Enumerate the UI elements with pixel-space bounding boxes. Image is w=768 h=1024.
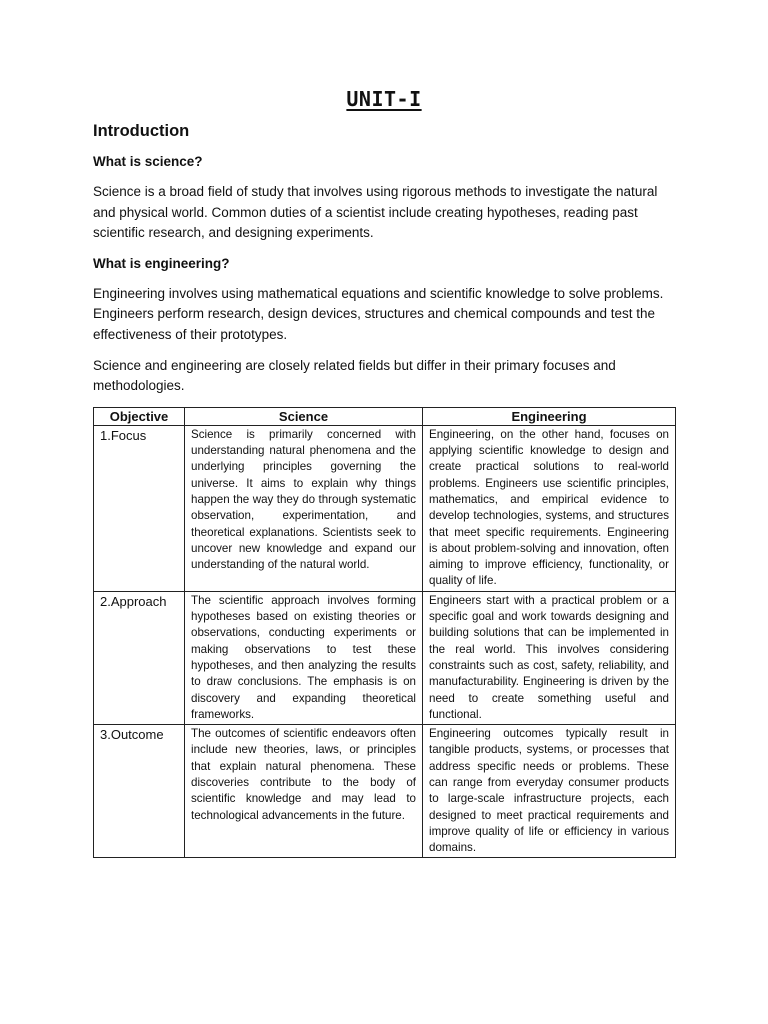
document-page bbox=[93, 86, 675, 858]
science-paragraph: Science is a broad field of study that involves using rigorous methods to investigate the natural and physical world. Common duties of a scientist include creating hypotheses, reading past scientific research, and designing experiments. bbox=[93, 184, 658, 241]
unit-title: UNIT-I bbox=[346, 87, 422, 111]
engineering-paragraph: Engineering involves using mathematical equations and scientific knowledge to solve problems. Engineers perform research, design devices, structures and chemical compounds and test the effectiveness of their prototypes. bbox=[93, 285, 664, 342]
engineering-cell: Engineering outcomes typically result in tangible products, systems, or processes that address specific needs or problems. These can range from everyday consumer products to large-scale infrastructure projects, each designed to meet practical requirements and improve quality of life or efficiency in various domains. bbox=[423, 725, 676, 858]
comparison-intro-paragraph: Science and engineering are closely related fields but differ in their primary focuses and methodologies. bbox=[93, 357, 616, 394]
header-science: Science bbox=[185, 407, 423, 425]
introduction-heading: Introduction bbox=[93, 122, 190, 140]
comparison-table bbox=[93, 407, 676, 859]
science-cell: Science is primarily concerned with understanding natural phenomena and the underlying principles governing the universe. It aims to explain why things happen the way they do through systematic observation, experimentation, and theoretical explanations. Scientists seek to uncover new knowledge and expand our understanding of the natural world. bbox=[185, 425, 423, 591]
engineering-cell: Engineering, on the other hand, focuses on applying scientific knowledge to design and create practical solutions to real-world problems. Engineers use scientific principles, mathematics, and empirical evidence to develop technologies, systems, and structures that meet specific requirements. Engineering is about problem-solving and innovation, often aiming to improve efficiency, functionality, or quality of life. bbox=[423, 425, 676, 591]
science-cell: The outcomes of scientific endeavors often include new theories, laws, or principles that explain natural phenomena. These discoveries contribute to the body of scientific knowledge and may lead to technological advancements in the future. bbox=[185, 725, 423, 858]
objective-cell: 3.Outcome bbox=[94, 725, 185, 858]
table-row bbox=[94, 425, 676, 591]
what-is-engineering-heading: What is engineering? bbox=[93, 255, 230, 271]
header-objective: Objective bbox=[94, 407, 185, 425]
science-cell: The scientific approach involves forming hypotheses based on existing theories or observations, conducting experiments or making observations to test these hypotheses, and then analyzing the results to draw conclusions. The emphasis is on discovery and expanding theoretical frameworks. bbox=[185, 591, 423, 724]
table-header-row bbox=[94, 407, 676, 425]
table-row bbox=[94, 725, 676, 858]
engineering-cell: Engineers start with a practical problem or a specific goal and work towards designing and building solutions that can be implemented in the real world. This involves considering constraints such as cost, safety, reliability, and manufacturability. Engineering is driven by the need to create something useful and functional. bbox=[423, 591, 676, 724]
what-is-science-heading: What is science? bbox=[93, 154, 203, 169]
table-row bbox=[94, 591, 676, 724]
objective-cell: 2.Approach bbox=[94, 591, 185, 724]
header-engineering: Engineering bbox=[423, 407, 676, 425]
objective-cell: 1.Focus bbox=[94, 425, 185, 591]
